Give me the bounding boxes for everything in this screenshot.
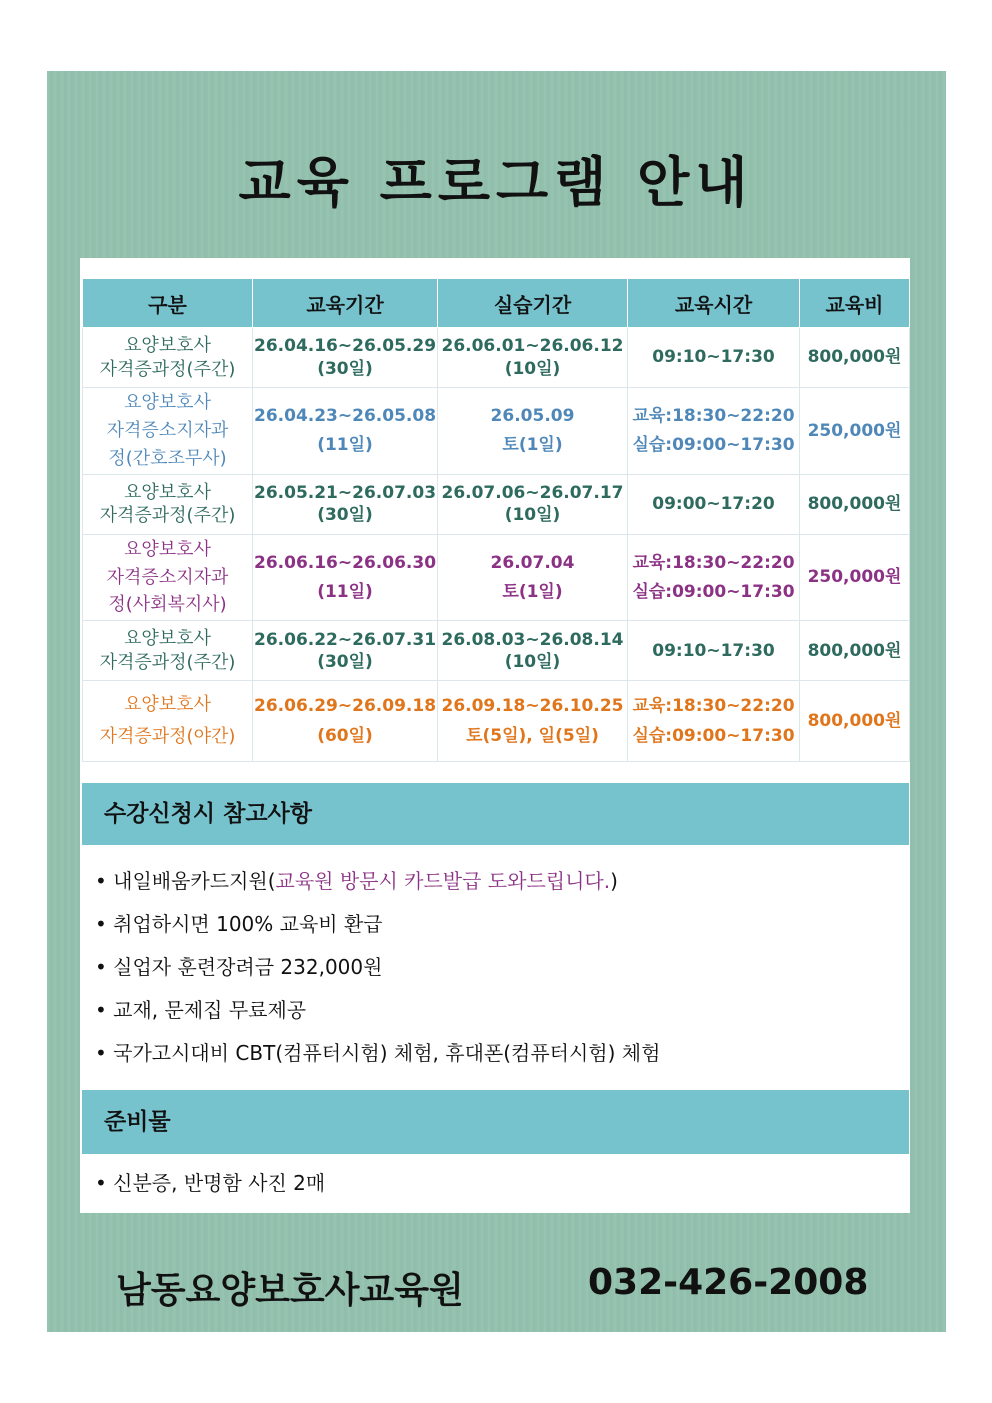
edu-days: (30일) bbox=[317, 358, 373, 379]
edu-days: (11일) bbox=[317, 434, 373, 455]
course-line: 자격증과정(주간) bbox=[99, 505, 236, 527]
course-cell bbox=[83, 474, 253, 534]
practice-days: 토(1일) bbox=[502, 581, 563, 602]
list-item: • 신분증, 반명함 사진 2매 bbox=[95, 1171, 326, 1195]
course-line: 자격증과정(주간) bbox=[99, 358, 236, 380]
practice-dates: 26.05.09 bbox=[490, 405, 575, 426]
edu-days: (11일) bbox=[317, 581, 373, 602]
edu-time-cell bbox=[628, 388, 800, 475]
course-cell bbox=[83, 328, 253, 388]
notes-list bbox=[95, 860, 660, 1075]
time-line: 09:10~17:30 bbox=[652, 347, 775, 368]
practice-dates: 26.08.03~26.08.14 bbox=[441, 629, 624, 650]
edu-time-cell bbox=[628, 621, 800, 681]
prep-heading: 준비물 bbox=[82, 1090, 909, 1154]
notes-heading: 수강신청시 참고사항 bbox=[82, 783, 909, 845]
edu-days: (60일) bbox=[317, 726, 373, 747]
course-line: 정(사회복지사) bbox=[108, 594, 227, 616]
header-edu-time: 교육시간 bbox=[628, 279, 800, 328]
course-line: 자격증소지자과 bbox=[106, 419, 229, 441]
practice-days: (10일) bbox=[504, 358, 561, 379]
course-line: 자격증과정(주간) bbox=[99, 651, 236, 673]
table-row bbox=[83, 474, 910, 534]
course-cell bbox=[83, 621, 253, 681]
course-line: 요양보호사 bbox=[124, 481, 211, 503]
edu-time-cell bbox=[628, 474, 800, 534]
time-line: 교육:18:30~22:20 bbox=[632, 552, 795, 573]
header-category: 구분 bbox=[83, 279, 253, 328]
course-cell bbox=[83, 534, 253, 621]
phone-number: 032-426-2008 bbox=[588, 1262, 869, 1303]
course-line: 자격증소지자과 bbox=[106, 566, 229, 588]
edu-days: (30일) bbox=[317, 505, 373, 526]
institute-name: 남동요양보호사교육원 bbox=[116, 1270, 464, 1311]
table-row bbox=[83, 621, 910, 681]
time-line: 실습:09:00~17:30 bbox=[632, 581, 795, 602]
header-practice-period: 실습기간 bbox=[438, 279, 628, 328]
fee-cell: 250,000원 bbox=[800, 388, 910, 475]
table-row bbox=[83, 681, 910, 762]
practice-dates: 26.07.06~26.07.17 bbox=[441, 483, 624, 504]
time-line: 교육:18:30~22:20 bbox=[632, 405, 795, 426]
table-row bbox=[83, 534, 910, 621]
table-header-row bbox=[83, 279, 910, 328]
practice-days: (10일) bbox=[504, 651, 561, 672]
course-line: 정(간호조무사) bbox=[108, 447, 227, 469]
page-title: 교육 프로그램 안내 bbox=[238, 151, 754, 214]
fee-cell: 800,000원 bbox=[800, 328, 910, 388]
edu-dates: 26.05.21~26.07.03 bbox=[254, 483, 437, 504]
course-line: 요양보호사 bbox=[124, 693, 211, 715]
practice-dates: 26.07.04 bbox=[490, 552, 575, 573]
practice-period-cell bbox=[438, 534, 628, 621]
time-line: 09:10~17:30 bbox=[652, 640, 775, 661]
course-line: 요양보호사 bbox=[124, 335, 211, 357]
edu-dates: 26.06.22~26.07.31 bbox=[254, 629, 437, 650]
course-line: 자격증과정(야간) bbox=[99, 726, 236, 748]
practice-period-cell bbox=[438, 681, 628, 762]
edu-period-cell bbox=[253, 534, 438, 621]
edu-days: (30일) bbox=[317, 651, 373, 672]
course-line: 요양보호사 bbox=[124, 392, 211, 413]
practice-days: 토(1일) bbox=[502, 434, 563, 455]
list-item: • 실업자 훈련장려금 232,000원 bbox=[95, 955, 383, 979]
list-item: • 취업하시면 100% 교육비 환급 bbox=[95, 912, 383, 936]
edu-period-cell bbox=[253, 388, 438, 475]
edu-time-cell bbox=[628, 534, 800, 621]
practice-dates: 26.09.18~26.10.25 bbox=[441, 695, 624, 716]
table-row bbox=[83, 328, 910, 388]
edu-dates: 26.06.16~26.06.30 bbox=[254, 552, 437, 573]
schedule-table bbox=[82, 278, 910, 762]
edu-period-cell bbox=[253, 681, 438, 762]
course-line: 요양보호사 bbox=[124, 538, 211, 560]
edu-dates: 26.06.29~26.09.18 bbox=[254, 695, 437, 716]
time-line: 실습:09:00~17:30 bbox=[632, 726, 795, 747]
edu-period-cell bbox=[253, 474, 438, 534]
practice-period-cell bbox=[438, 474, 628, 534]
time-line: 09:00~17:20 bbox=[652, 494, 775, 515]
list-item: • 교재, 문제집 무료제공 bbox=[95, 998, 307, 1022]
practice-period-cell bbox=[438, 621, 628, 681]
fee-cell: 250,000원 bbox=[800, 534, 910, 621]
fee-cell: 800,000원 bbox=[800, 621, 910, 681]
edu-period-cell bbox=[253, 621, 438, 681]
edu-period-cell bbox=[253, 328, 438, 388]
course-line: 요양보호사 bbox=[124, 628, 211, 650]
fee-cell: 800,000원 bbox=[800, 474, 910, 534]
edu-time-cell bbox=[628, 328, 800, 388]
course-cell bbox=[83, 681, 253, 762]
practice-period-cell bbox=[438, 388, 628, 475]
time-line: 교육:18:30~22:20 bbox=[632, 695, 795, 716]
edu-time-cell bbox=[628, 681, 800, 762]
prep-list bbox=[95, 1162, 325, 1205]
table-row bbox=[83, 388, 910, 475]
edu-dates: 26.04.16~26.05.29 bbox=[254, 336, 437, 357]
course-cell bbox=[83, 388, 253, 475]
fee-cell: 800,000원 bbox=[800, 681, 910, 762]
practice-period-cell bbox=[438, 328, 628, 388]
list-item: • 국가고시대비 CBT(컴퓨터시험) 체험, 휴대폰(컴퓨터시험) 체험 bbox=[95, 1041, 661, 1065]
time-line: 실습:09:00~17:30 bbox=[632, 434, 795, 455]
practice-days: 토(5일), 일(5일) bbox=[466, 726, 599, 747]
practice-days: (10일) bbox=[504, 505, 561, 526]
list-item: • 내일배움카드지원(교육원 방문시 카드발급 도와드립니다.) bbox=[95, 869, 618, 893]
edu-dates: 26.04.23~26.05.08 bbox=[254, 405, 437, 426]
practice-dates: 26.06.01~26.06.12 bbox=[441, 336, 624, 357]
header-edu-period: 교육기간 bbox=[253, 279, 438, 328]
header-fee: 교육비 bbox=[800, 279, 910, 328]
